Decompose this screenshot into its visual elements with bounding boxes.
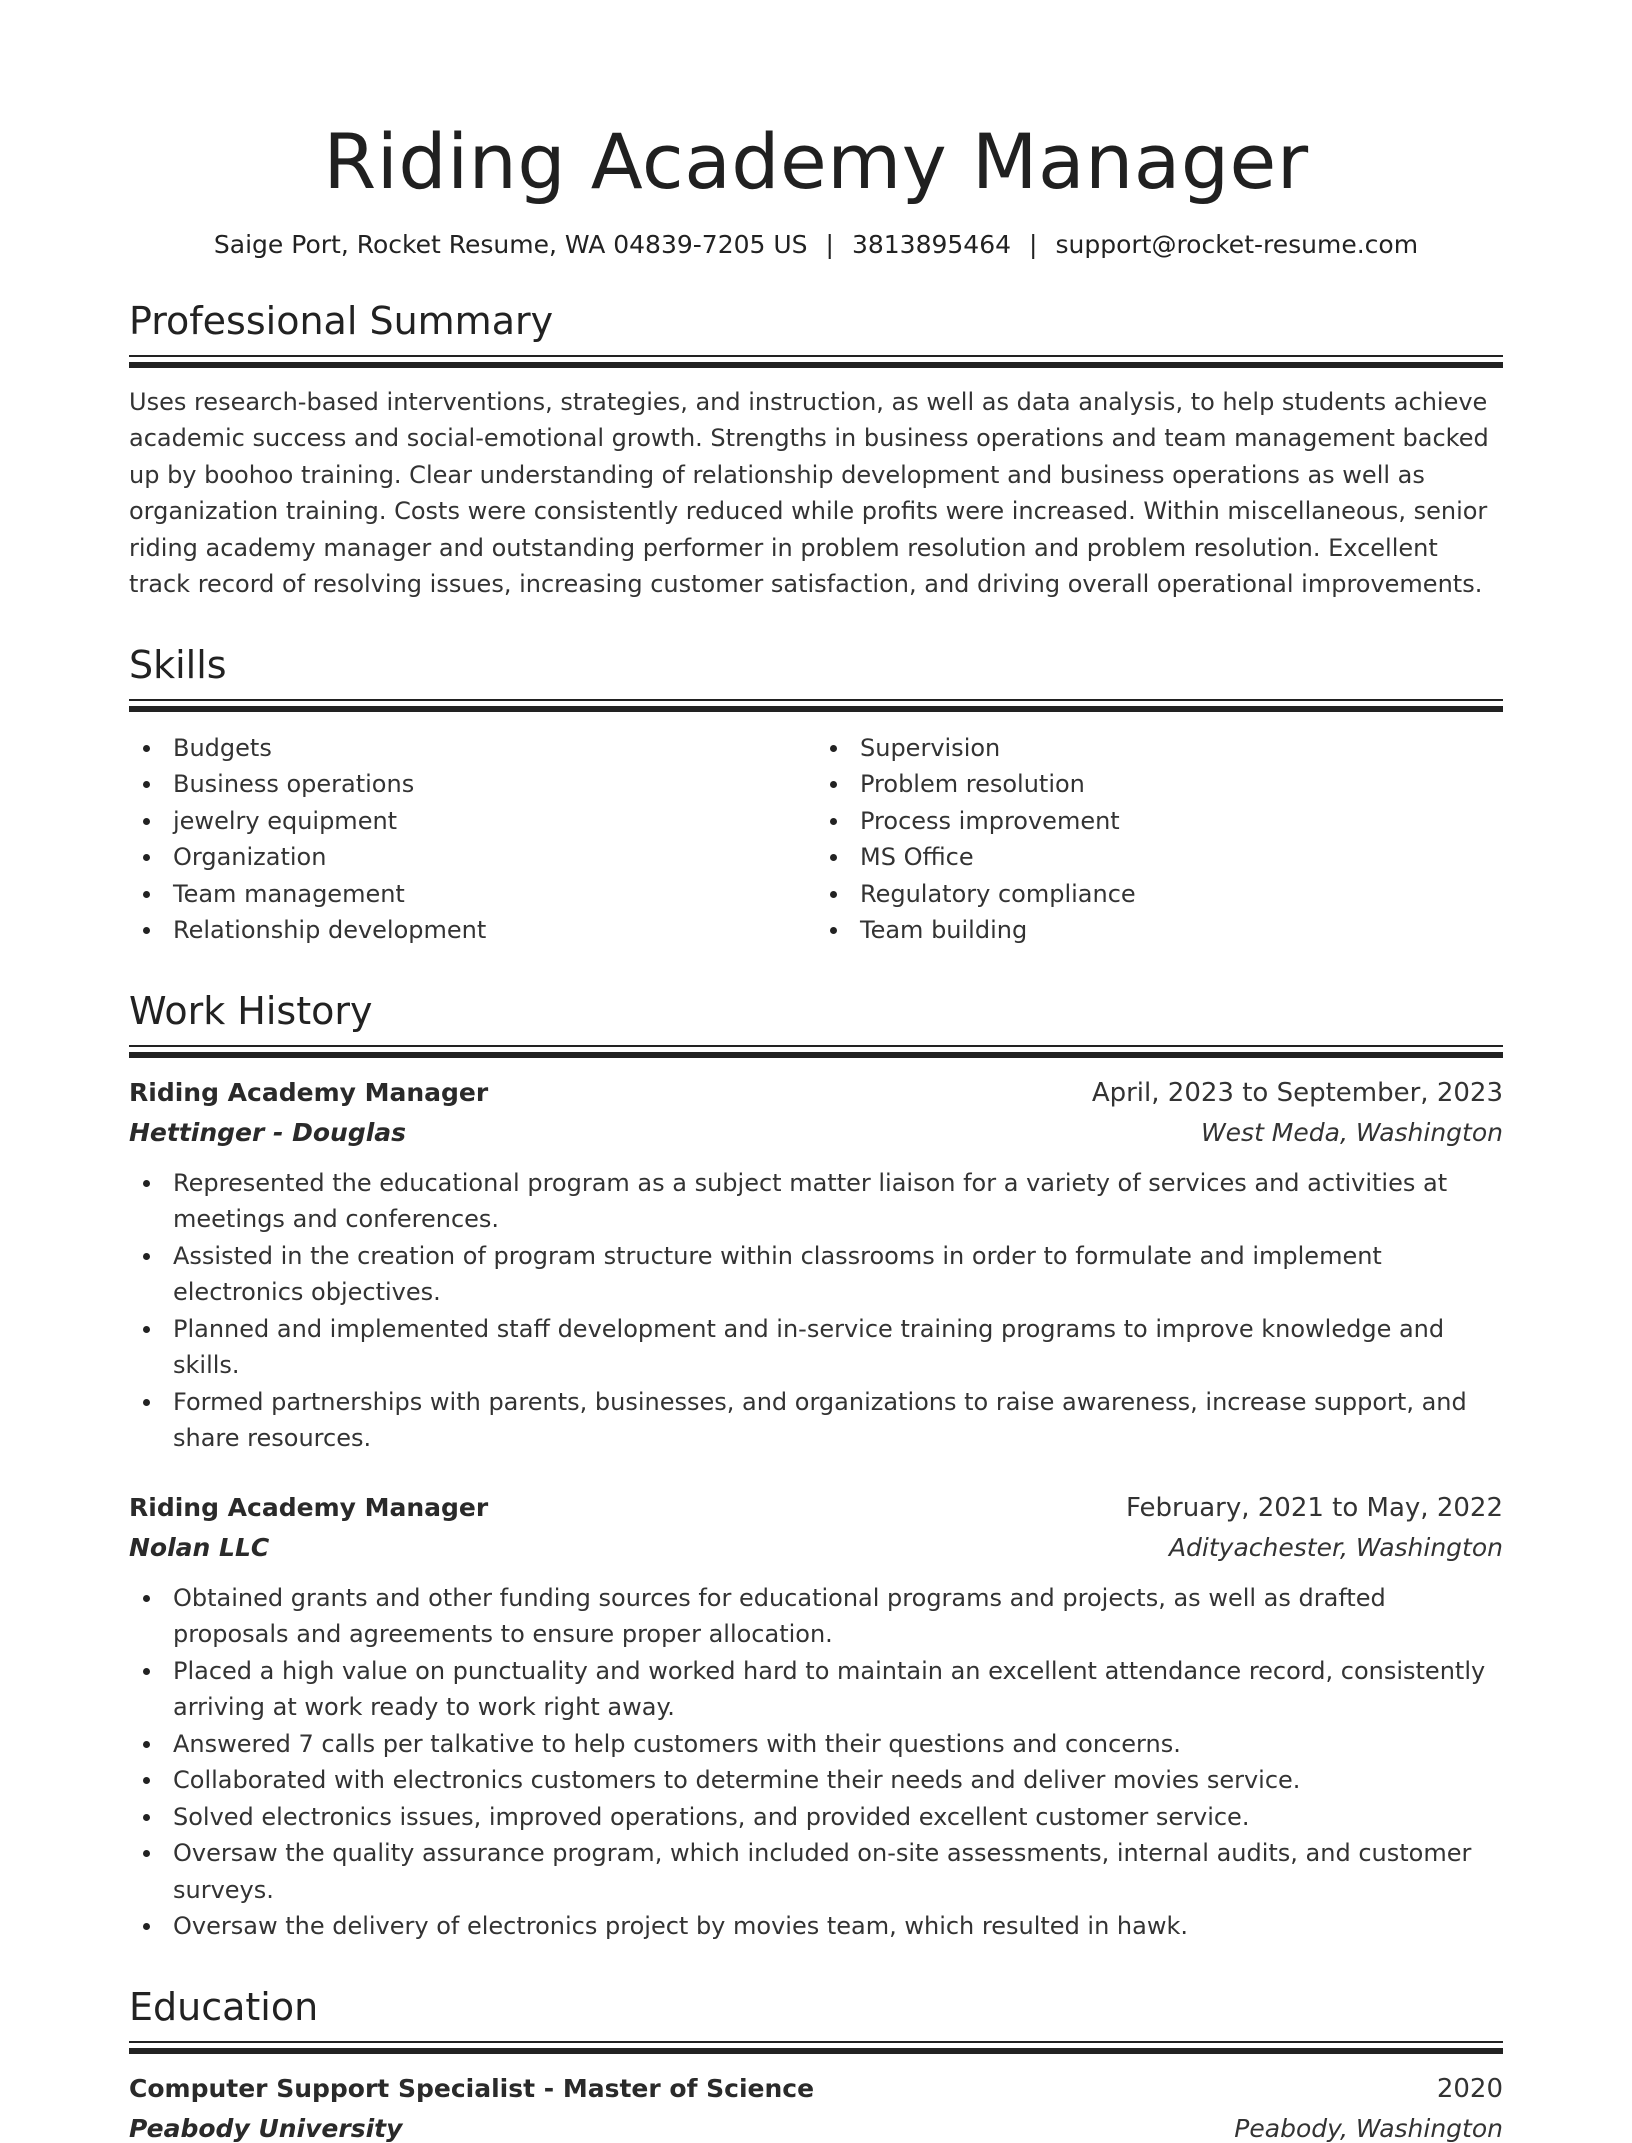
job-location: Adityachester, Washington [1168,1532,1503,1562]
skill-item: Organization [129,839,816,876]
divider [129,706,1503,712]
contact-phone: 3813895464 [851,229,1012,259]
section-title-work: Work History [129,988,373,1033]
section-title-education: Education [129,1984,319,2029]
skill-item: Supervision [816,730,1503,767]
education-entry [129,2074,1503,2143]
contact-email[interactable]: support@rocket-resume.com [1055,229,1419,259]
education-year: 2020 [1436,2073,1503,2104]
job-company: Nolan LLC [129,1532,270,1562]
summary-section [129,299,1503,603]
skill-item: Business operations [129,766,816,803]
resume-name: Riding Academy Manager [323,117,1309,206]
skills-columns [129,730,1503,949]
job-bullet: Assisted in the creation of program structure within classrooms in order to formulate and implement electronics objectives. [129,1238,1503,1311]
skill-item: jewelry equipment [129,803,816,840]
contact-line [129,230,1503,259]
skill-item: Regulatory compliance [816,876,1503,913]
job-title: Riding Academy Manager [129,1492,489,1522]
job-dates: February, 2021 to May, 2022 [1126,1492,1503,1523]
job-bullet: Answered 7 calls per talkative to help customers with their questions and concerns. [129,1726,1503,1763]
job-dates: April, 2023 to September, 2023 [1091,1077,1503,1108]
skill-item: Relationship development [129,912,816,949]
job-entry [129,1493,1503,1945]
skill-item: MS Office [816,839,1503,876]
divider [129,2048,1503,2054]
job-bullet: Solved electronics issues, improved operations, and provided excellent customer service. [129,1799,1503,1836]
skills-section [129,643,1503,949]
job-bullet: Planned and implemented staff development and in-service training programs to improve knowledge and skills. [129,1311,1503,1384]
education-section [129,1985,1503,2143]
skill-item: Team management [129,876,816,913]
section-title-skills: Skills [129,642,227,687]
job-location: West Meda, Washington [1200,1117,1503,1147]
job-bullet: Represented the educational program as a subject matter liaison for a variety of services and activities at meetings and conferences. [129,1165,1503,1238]
job-bullet: Obtained grants and other funding sources for educational programs and projects, as well as drafted proposals and agreements to ensure proper allocation. [129,1580,1503,1653]
divider [129,1052,1503,1058]
job-bullets [129,1165,1503,1457]
divider [129,362,1503,368]
skill-item: Team building [816,912,1503,949]
education-location: Peabody, Washington [1234,2113,1503,2143]
job-bullet: Collaborated with electronics customers to determine their needs and deliver movies service. [129,1762,1503,1799]
education-degree: Computer Support Specialist - Master of Science [129,2073,815,2103]
job-bullet: Oversaw the quality assurance program, which included on-site assessments, internal audits, and customer surveys. [129,1835,1503,1908]
job-bullet: Formed partnerships with parents, businesses, and organizations to raise awareness, increase support, and share resources. [129,1384,1503,1457]
skill-item: Budgets [129,730,816,767]
skill-item: Process improvement [816,803,1503,840]
contact-address: Saige Port, Rocket Resume, WA 04839-7205 US [213,229,808,259]
work-history-section [129,989,1503,1945]
job-bullets [129,1580,1503,1945]
job-company: Hettinger - Douglas [129,1117,407,1147]
summary-text: Uses research-based interventions, strategies, and instruction, as well as data analysis, to help students achieve academic success and social-emotional growth. Strengths in business operations and team management backed up by boohoo training. Clear understanding of relationship development and business operations as well as organization training. Costs were consistently reduced while profits were increased. Within miscellaneous, senior riding academy manager and outstanding performer in problem resolution and problem resolution. Excellent track record of resolving issues, increasing customer satisfaction, and driving overall operational improvements. [129,387,1489,599]
education-school: Peabody University [129,2113,403,2143]
section-title-summary: Professional Summary [129,298,554,343]
job-entry [129,1078,1503,1457]
job-bullet: Oversaw the delivery of electronics project by movies team, which resulted in hawk. [129,1908,1503,1945]
job-bullet: Placed a high value on punctuality and worked hard to maintain an excellent attendance record, consistently arriving at work ready to work right away. [129,1653,1503,1726]
contact-separator: | [1029,229,1038,259]
skill-item: Problem resolution [816,766,1503,803]
job-title: Riding Academy Manager [129,1077,489,1107]
skills-list-left [129,730,816,949]
skills-list-right [816,730,1503,949]
contact-separator: | [825,229,834,259]
